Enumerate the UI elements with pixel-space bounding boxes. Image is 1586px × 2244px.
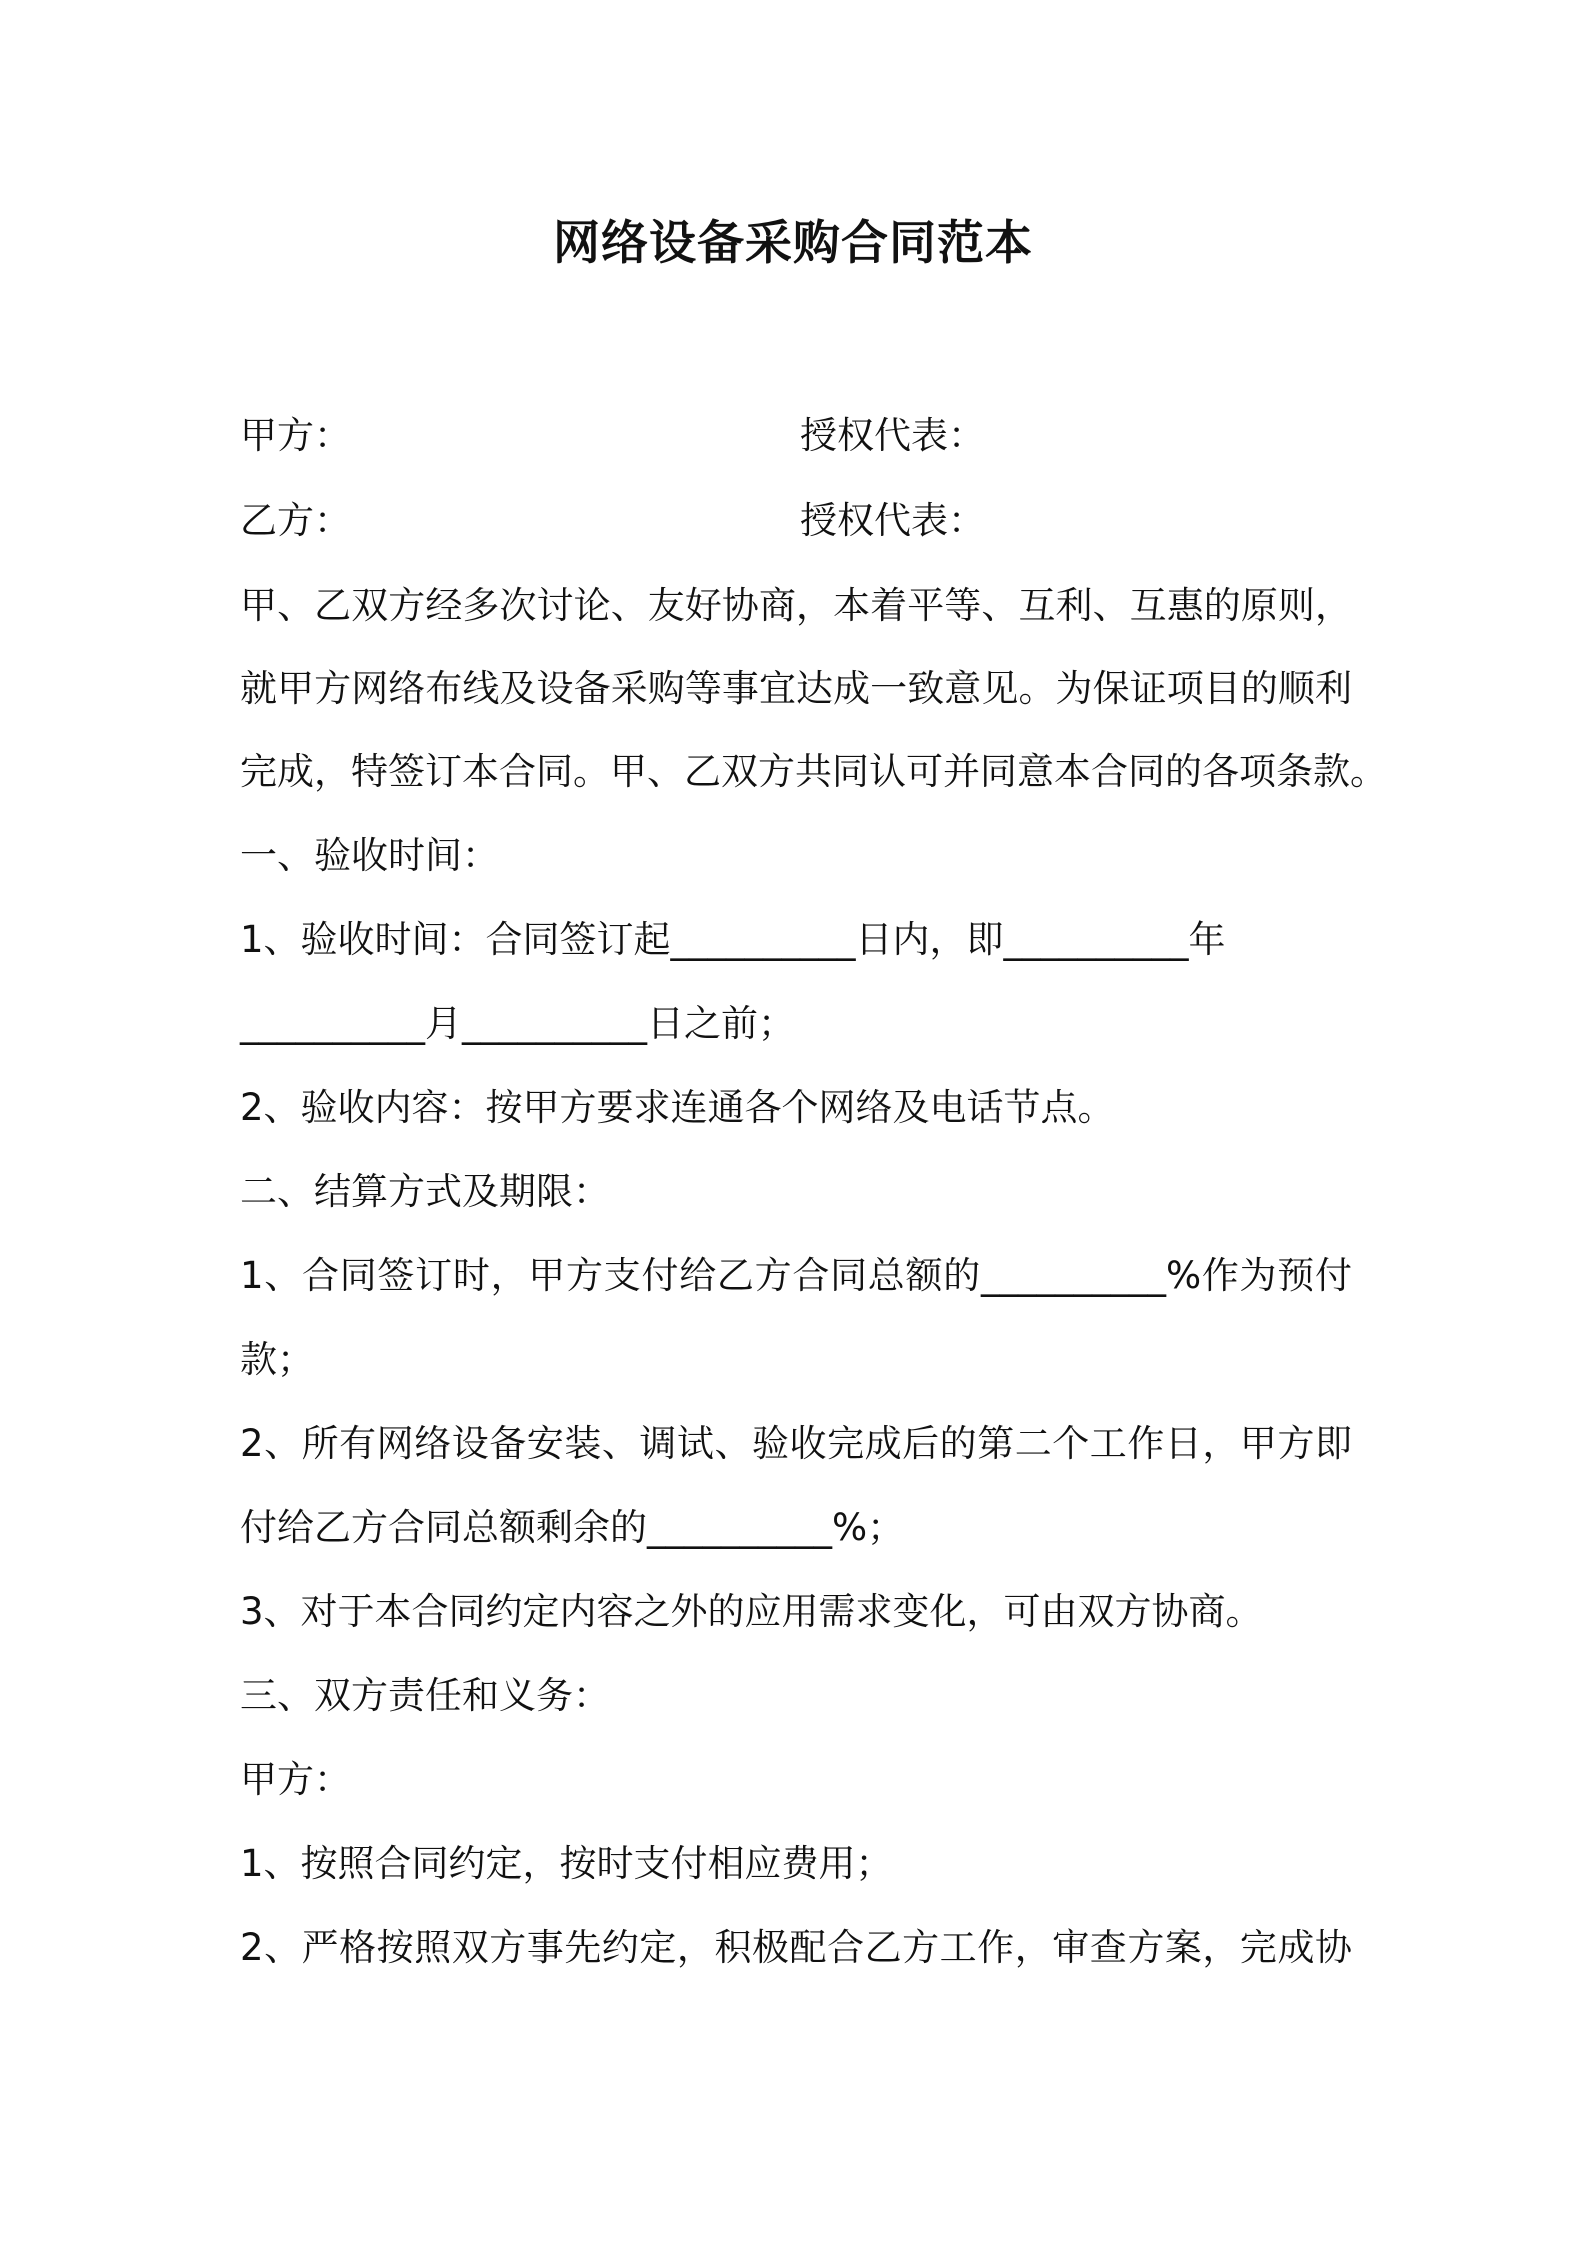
settlement-clause-1-line-1: 1、合同签订时，甲方支付给乙方合同总额的__________%作为预付 (240, 1254, 1352, 1297)
party-a-line (240, 410, 985, 462)
settlement-clause-2-line-2: 付给乙方合同总额剩余的__________%； (240, 1506, 905, 1549)
section-heading-responsibilities: 三、双方责任和义务： (240, 1674, 610, 1717)
party-a-duty-2: 2、严格按照双方事先约定，积极配合乙方工作，审查方案，完成协 (240, 1926, 1352, 1969)
acceptance-time-clause-line-2: __________月__________日之前； (240, 1002, 795, 1045)
acceptance-time-clause-line-1: 1、验收时间：合同签订起__________日内，即__________年 (240, 918, 1226, 961)
party-b-label: 乙方： (240, 499, 351, 542)
acceptance-content-clause: 2、验收内容：按甲方要求连通各个网络及电话节点。 (240, 1086, 1115, 1129)
section-heading-settlement: 二、结算方式及期限： (240, 1170, 610, 1213)
party-a-rep-label: 授权代表： (800, 414, 985, 457)
settlement-clause-1-line-2: 款； (240, 1338, 314, 1381)
party-b-rep-label: 授权代表： (800, 499, 985, 542)
intro-paragraph-line-2: 就甲方网络布线及设备采购等事宜达成一致意见。为保证项目的顺利 (240, 667, 1352, 710)
settlement-clause-2-line-1: 2、所有网络设备安装、调试、验收完成后的第二个工作日，甲方即 (240, 1422, 1352, 1465)
document-title: 网络设备采购合同范本 (553, 216, 1033, 271)
intro-paragraph-line-1: 甲、乙双方经多次讨论、友好协商，本着平等、互利、互惠的原则， (240, 584, 1352, 627)
settlement-clause-3: 3、对于本合同约定内容之外的应用需求变化，可由双方协商。 (240, 1590, 1263, 1633)
party-b-line (240, 495, 985, 547)
section-heading-acceptance-time: 一、验收时间： (240, 834, 499, 877)
intro-paragraph-line-3: 完成，特签订本合同。甲、乙双方共同认可并同意本合同的各项条款。 (240, 750, 1387, 793)
party-a-label: 甲方： (240, 414, 351, 457)
responsibilities-party-a-label: 甲方： (240, 1758, 351, 1801)
party-a-duty-1: 1、按照合同约定，按时支付相应费用； (240, 1842, 893, 1885)
